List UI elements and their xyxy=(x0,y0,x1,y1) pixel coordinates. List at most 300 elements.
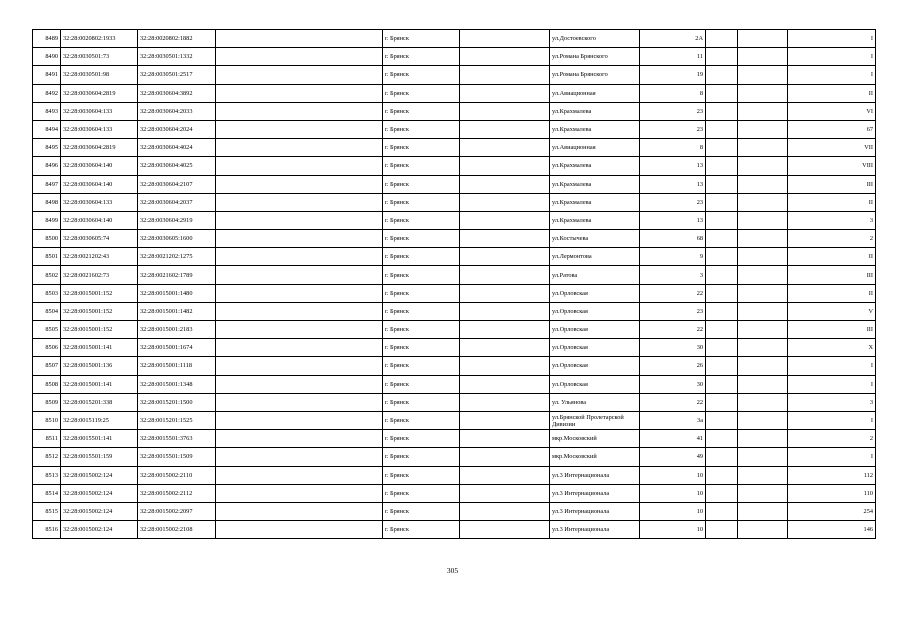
cell-street: ул.Романа Брянского xyxy=(550,48,640,66)
cell-row-number: 8515 xyxy=(33,502,61,520)
cell-row-number: 8499 xyxy=(33,211,61,229)
cell-object-cadastral-number: 32:28:0030604:2024 xyxy=(138,120,216,138)
cell-street: ул.Романа Брянского xyxy=(550,66,640,84)
cell-empty xyxy=(706,302,738,320)
cell-row-number: 8507 xyxy=(33,357,61,375)
cell-premises: 146 xyxy=(788,521,876,539)
cell-row-number: 8494 xyxy=(33,120,61,138)
cell-city: г. Брянск xyxy=(383,466,460,484)
cell-empty xyxy=(216,430,383,448)
cell-city: г. Брянск xyxy=(383,30,460,48)
cell-parcel-cadastral-number: 32:28:0015119:25 xyxy=(61,411,138,429)
cell-house: 8 xyxy=(640,139,706,157)
cell-house: 68 xyxy=(640,230,706,248)
cell-parcel-cadastral-number: 32:28:0021602:73 xyxy=(61,266,138,284)
cell-street: ул.Лермонтова xyxy=(550,248,640,266)
cell-house: 23 xyxy=(640,120,706,138)
cell-empty xyxy=(216,157,383,175)
cell-empty xyxy=(738,284,788,302)
cell-parcel-cadastral-number: 32:28:0030604:140 xyxy=(61,211,138,229)
cell-city: г. Брянск xyxy=(383,211,460,229)
cell-premises: VIII xyxy=(788,157,876,175)
table-row xyxy=(33,48,876,66)
cell-house: 3а xyxy=(640,411,706,429)
cell-street: ул.3 Интернационала xyxy=(550,466,640,484)
cell-premises: 112 xyxy=(788,466,876,484)
cell-object-cadastral-number: 32:28:0015001:1482 xyxy=(138,302,216,320)
cell-empty xyxy=(216,484,383,502)
cell-street: мкр.Московский xyxy=(550,448,640,466)
page-number: 305 xyxy=(446,566,459,575)
cell-house: 13 xyxy=(640,175,706,193)
cell-empty xyxy=(738,230,788,248)
cell-street: ул.Орловская xyxy=(550,357,640,375)
cell-street: мкр.Московский xyxy=(550,430,640,448)
cell-premises: I xyxy=(788,448,876,466)
cell-empty xyxy=(738,120,788,138)
cell-row-number: 8503 xyxy=(33,284,61,302)
cell-house: 23 xyxy=(640,193,706,211)
cell-house: 19 xyxy=(640,66,706,84)
table-row xyxy=(33,102,876,120)
cell-house: 30 xyxy=(640,339,706,357)
cell-row-number: 8493 xyxy=(33,102,61,120)
cell-empty xyxy=(738,430,788,448)
cell-parcel-cadastral-number: 32:28:0015002:124 xyxy=(61,484,138,502)
cell-empty xyxy=(216,102,383,120)
cell-city: г. Брянск xyxy=(383,484,460,502)
cell-street: ул.Орловская xyxy=(550,284,640,302)
table-row xyxy=(33,248,876,266)
cell-empty xyxy=(460,502,550,520)
cell-empty xyxy=(460,393,550,411)
cell-city: г. Брянск xyxy=(383,102,460,120)
cell-parcel-cadastral-number: 32:28:0030501:73 xyxy=(61,48,138,66)
cell-parcel-cadastral-number: 32:28:0015001:141 xyxy=(61,339,138,357)
table-row xyxy=(33,120,876,138)
table-row xyxy=(33,502,876,520)
cell-city: г. Брянск xyxy=(383,339,460,357)
cell-row-number: 8497 xyxy=(33,175,61,193)
cell-empty xyxy=(216,302,383,320)
table-row xyxy=(33,339,876,357)
cell-parcel-cadastral-number: 32:28:0015002:124 xyxy=(61,521,138,539)
cell-empty xyxy=(216,248,383,266)
cell-empty xyxy=(706,84,738,102)
cell-empty xyxy=(460,248,550,266)
cell-row-number: 8505 xyxy=(33,321,61,339)
cell-street: ул.Крахмалева xyxy=(550,102,640,120)
cell-premises: 3 xyxy=(788,393,876,411)
cell-object-cadastral-number: 32:28:0015501:3763 xyxy=(138,430,216,448)
cell-city: г. Брянск xyxy=(383,357,460,375)
cell-empty xyxy=(706,430,738,448)
cell-city: г. Брянск xyxy=(383,284,460,302)
cell-empty xyxy=(738,321,788,339)
cell-premises: I xyxy=(788,411,876,429)
cell-street: ул. Ульянова xyxy=(550,393,640,411)
cell-object-cadastral-number: 32:28:0015001:1480 xyxy=(138,284,216,302)
table-row xyxy=(33,411,876,429)
cell-street: ул.Авиационная xyxy=(550,139,640,157)
cell-empty xyxy=(460,521,550,539)
cell-premises: I xyxy=(788,48,876,66)
cell-empty xyxy=(706,48,738,66)
cell-parcel-cadastral-number: 32:28:0015001:136 xyxy=(61,357,138,375)
cell-row-number: 8512 xyxy=(33,448,61,466)
cell-parcel-cadastral-number: 32:28:0015501:159 xyxy=(61,448,138,466)
table-row xyxy=(33,484,876,502)
cell-empty xyxy=(216,211,383,229)
cell-street: ул.Орловская xyxy=(550,375,640,393)
cell-empty xyxy=(460,375,550,393)
cell-empty xyxy=(460,339,550,357)
cell-empty xyxy=(706,266,738,284)
cell-empty xyxy=(460,102,550,120)
cell-row-number: 8509 xyxy=(33,393,61,411)
cell-premises: II xyxy=(788,84,876,102)
table-row xyxy=(33,84,876,102)
cell-parcel-cadastral-number: 32:28:0015002:124 xyxy=(61,502,138,520)
cell-empty xyxy=(738,502,788,520)
cell-premises: II xyxy=(788,284,876,302)
cell-object-cadastral-number: 32:28:0030604:2037 xyxy=(138,193,216,211)
cell-parcel-cadastral-number: 32:28:0015002:124 xyxy=(61,466,138,484)
cell-empty xyxy=(706,139,738,157)
cell-empty xyxy=(460,84,550,102)
cell-city: г. Брянск xyxy=(383,375,460,393)
cell-row-number: 8516 xyxy=(33,521,61,539)
cell-object-cadastral-number: 32:28:0015001:1118 xyxy=(138,357,216,375)
cell-house: 41 xyxy=(640,430,706,448)
cell-house: 10 xyxy=(640,484,706,502)
cell-parcel-cadastral-number: 32:28:0030604:140 xyxy=(61,157,138,175)
cell-empty xyxy=(216,66,383,84)
cell-empty xyxy=(706,66,738,84)
cell-object-cadastral-number: 32:28:0015001:1348 xyxy=(138,375,216,393)
cell-row-number: 8490 xyxy=(33,48,61,66)
cell-empty xyxy=(460,466,550,484)
cell-empty xyxy=(706,321,738,339)
cell-premises: 2 xyxy=(788,430,876,448)
cell-object-cadastral-number: 32:28:0021602:1789 xyxy=(138,266,216,284)
cell-house: 10 xyxy=(640,521,706,539)
cell-object-cadastral-number: 32:28:0015001:1674 xyxy=(138,339,216,357)
cell-empty xyxy=(738,521,788,539)
cell-empty xyxy=(216,375,383,393)
cell-premises: I xyxy=(788,357,876,375)
cell-object-cadastral-number: 32:28:0030604:2033 xyxy=(138,102,216,120)
cell-premises: VII xyxy=(788,139,876,157)
register-table xyxy=(32,29,876,539)
cell-street: ул.Крахмалева xyxy=(550,211,640,229)
cell-empty xyxy=(738,211,788,229)
cell-empty xyxy=(460,120,550,138)
cell-house: 23 xyxy=(640,302,706,320)
cell-empty xyxy=(216,139,383,157)
cell-house: 9 xyxy=(640,248,706,266)
cell-empty xyxy=(216,193,383,211)
cell-empty xyxy=(738,357,788,375)
cell-empty xyxy=(706,248,738,266)
cell-city: г. Брянск xyxy=(383,84,460,102)
cell-empty xyxy=(460,411,550,429)
cell-premises: V xyxy=(788,302,876,320)
cell-empty xyxy=(706,375,738,393)
cell-empty xyxy=(460,193,550,211)
cell-empty xyxy=(460,157,550,175)
cell-object-cadastral-number: 32:28:0015201:1500 xyxy=(138,393,216,411)
cell-row-number: 8491 xyxy=(33,66,61,84)
cell-city: г. Брянск xyxy=(383,48,460,66)
cell-row-number: 8498 xyxy=(33,193,61,211)
cell-empty xyxy=(706,284,738,302)
cell-premises: II xyxy=(788,248,876,266)
cell-street: ул.Брянской Пролетарской Дивизии xyxy=(550,411,640,429)
cell-city: г. Брянск xyxy=(383,193,460,211)
cell-city: г. Брянск xyxy=(383,521,460,539)
cell-premises: I xyxy=(788,30,876,48)
cell-empty xyxy=(216,466,383,484)
cell-city: г. Брянск xyxy=(383,175,460,193)
cell-parcel-cadastral-number: 32:28:0020802:1933 xyxy=(61,30,138,48)
cell-house: 22 xyxy=(640,321,706,339)
cell-premises: II xyxy=(788,193,876,211)
cell-object-cadastral-number: 32:28:0015002:2097 xyxy=(138,502,216,520)
cell-empty xyxy=(738,66,788,84)
cell-empty xyxy=(460,357,550,375)
cell-parcel-cadastral-number: 32:28:0015001:141 xyxy=(61,375,138,393)
table-row xyxy=(33,375,876,393)
cell-empty xyxy=(706,339,738,357)
cell-empty xyxy=(738,102,788,120)
cell-premises: III xyxy=(788,266,876,284)
cell-object-cadastral-number: 32:28:0015002:2108 xyxy=(138,521,216,539)
cell-object-cadastral-number: 32:28:0030501:1332 xyxy=(138,48,216,66)
cell-city: г. Брянск xyxy=(383,430,460,448)
cell-empty xyxy=(738,84,788,102)
cell-empty xyxy=(706,211,738,229)
cell-house: 3 xyxy=(640,266,706,284)
cell-street: ул.Ратова xyxy=(550,266,640,284)
cell-empty xyxy=(216,411,383,429)
cell-empty xyxy=(738,393,788,411)
cell-empty xyxy=(460,48,550,66)
cell-house: 2А xyxy=(640,30,706,48)
cell-street: ул.3 Интернационала xyxy=(550,502,640,520)
cell-empty xyxy=(216,266,383,284)
cell-row-number: 8504 xyxy=(33,302,61,320)
cell-empty xyxy=(738,30,788,48)
cell-row-number: 8511 xyxy=(33,430,61,448)
cell-empty xyxy=(738,175,788,193)
cell-empty xyxy=(738,157,788,175)
cell-object-cadastral-number: 32:28:0015002:2110 xyxy=(138,466,216,484)
cell-parcel-cadastral-number: 32:28:0030501:98 xyxy=(61,66,138,84)
cell-empty xyxy=(460,30,550,48)
cell-city: г. Брянск xyxy=(383,266,460,284)
cell-city: г. Брянск xyxy=(383,248,460,266)
cell-empty xyxy=(706,466,738,484)
table-row xyxy=(33,448,876,466)
cell-empty xyxy=(738,248,788,266)
cell-row-number: 8500 xyxy=(33,230,61,248)
cell-object-cadastral-number: 32:28:0030604:2919 xyxy=(138,211,216,229)
cell-street: ул.Достоевского xyxy=(550,30,640,48)
cell-premises: 3 xyxy=(788,211,876,229)
cell-empty xyxy=(706,411,738,429)
cell-empty xyxy=(706,102,738,120)
cell-street: ул.Орловская xyxy=(550,321,640,339)
cell-house: 8 xyxy=(640,84,706,102)
cell-row-number: 8502 xyxy=(33,266,61,284)
cell-empty xyxy=(460,284,550,302)
table-row xyxy=(33,139,876,157)
cell-empty xyxy=(460,175,550,193)
cell-empty xyxy=(216,284,383,302)
cell-empty xyxy=(460,266,550,284)
table-row xyxy=(33,321,876,339)
cell-empty xyxy=(706,175,738,193)
cell-empty xyxy=(706,230,738,248)
cell-empty xyxy=(460,139,550,157)
cell-empty xyxy=(738,266,788,284)
cell-empty xyxy=(738,375,788,393)
cell-empty xyxy=(738,484,788,502)
cell-object-cadastral-number: 32:28:0030604:3892 xyxy=(138,84,216,102)
cell-parcel-cadastral-number: 32:28:0015501:141 xyxy=(61,430,138,448)
cell-empty xyxy=(706,193,738,211)
cell-premises: 110 xyxy=(788,484,876,502)
cell-empty xyxy=(216,48,383,66)
cell-house: 23 xyxy=(640,102,706,120)
cell-object-cadastral-number: 32:28:0021202:1275 xyxy=(138,248,216,266)
cell-city: г. Брянск xyxy=(383,321,460,339)
cell-premises: III xyxy=(788,321,876,339)
cell-empty xyxy=(738,193,788,211)
cell-street: ул.Крахмалева xyxy=(550,120,640,138)
cell-house: 30 xyxy=(640,375,706,393)
cell-parcel-cadastral-number: 32:28:0030604:2819 xyxy=(61,139,138,157)
cell-parcel-cadastral-number: 32:28:0015001:152 xyxy=(61,321,138,339)
cell-premises: I xyxy=(788,66,876,84)
cell-empty xyxy=(706,521,738,539)
table-row xyxy=(33,430,876,448)
cell-parcel-cadastral-number: 32:28:0030604:133 xyxy=(61,193,138,211)
cell-empty xyxy=(460,321,550,339)
cell-city: г. Брянск xyxy=(383,393,460,411)
cell-object-cadastral-number: 32:28:0015001:2183 xyxy=(138,321,216,339)
cell-house: 49 xyxy=(640,448,706,466)
cell-house: 11 xyxy=(640,48,706,66)
cell-house: 10 xyxy=(640,466,706,484)
cell-parcel-cadastral-number: 32:28:0021202:43 xyxy=(61,248,138,266)
cell-street: ул.Орловская xyxy=(550,302,640,320)
cell-empty xyxy=(460,448,550,466)
cell-street: ул.3 Интернационала xyxy=(550,521,640,539)
cell-street: ул.Авиационная xyxy=(550,84,640,102)
cell-empty xyxy=(738,466,788,484)
cell-empty xyxy=(216,321,383,339)
cell-empty xyxy=(738,302,788,320)
cell-street: ул.Костычева xyxy=(550,230,640,248)
cell-parcel-cadastral-number: 32:28:0015001:152 xyxy=(61,284,138,302)
cell-row-number: 8501 xyxy=(33,248,61,266)
cell-row-number: 8496 xyxy=(33,157,61,175)
cell-row-number: 8492 xyxy=(33,84,61,102)
cell-empty xyxy=(706,448,738,466)
cell-city: г. Брянск xyxy=(383,157,460,175)
cell-city: г. Брянск xyxy=(383,302,460,320)
cell-street: ул.Орловская xyxy=(550,339,640,357)
cell-street: ул.Крахмалева xyxy=(550,193,640,211)
cell-object-cadastral-number: 32:28:0030604:2107 xyxy=(138,175,216,193)
cell-empty xyxy=(216,521,383,539)
cell-empty xyxy=(460,430,550,448)
cell-premises: 67 xyxy=(788,120,876,138)
cell-city: г. Брянск xyxy=(383,502,460,520)
cell-empty xyxy=(460,230,550,248)
table-row xyxy=(33,393,876,411)
cell-parcel-cadastral-number: 32:28:0030605:74 xyxy=(61,230,138,248)
cell-empty xyxy=(706,484,738,502)
cell-empty xyxy=(738,139,788,157)
cell-city: г. Брянск xyxy=(383,230,460,248)
cell-row-number: 8514 xyxy=(33,484,61,502)
cell-empty xyxy=(460,484,550,502)
cell-row-number: 8513 xyxy=(33,466,61,484)
cell-row-number: 8508 xyxy=(33,375,61,393)
cell-premises: 2 xyxy=(788,230,876,248)
cell-row-number: 8489 xyxy=(33,30,61,48)
cell-object-cadastral-number: 32:28:0015501:1509 xyxy=(138,448,216,466)
cell-parcel-cadastral-number: 32:28:0030604:133 xyxy=(61,120,138,138)
cell-row-number: 8495 xyxy=(33,139,61,157)
cell-empty xyxy=(216,120,383,138)
cell-house: 13 xyxy=(640,157,706,175)
cell-object-cadastral-number: 32:28:0015201:1525 xyxy=(138,411,216,429)
table-row xyxy=(33,266,876,284)
cell-city: г. Брянск xyxy=(383,448,460,466)
cell-street: ул.3 Интернационала xyxy=(550,484,640,502)
cell-house: 22 xyxy=(640,284,706,302)
cell-parcel-cadastral-number: 32:28:0015001:152 xyxy=(61,302,138,320)
cell-parcel-cadastral-number: 32:28:0030604:140 xyxy=(61,175,138,193)
cell-premises: III xyxy=(788,175,876,193)
cell-empty xyxy=(216,502,383,520)
cell-premises: VI xyxy=(788,102,876,120)
cell-premises: X xyxy=(788,339,876,357)
cell-parcel-cadastral-number: 32:28:0030604:2819 xyxy=(61,84,138,102)
cell-row-number: 8506 xyxy=(33,339,61,357)
cell-empty xyxy=(216,357,383,375)
cell-object-cadastral-number: 32:28:0020802:1882 xyxy=(138,30,216,48)
cell-object-cadastral-number: 32:28:0030604:4024 xyxy=(138,139,216,157)
cell-object-cadastral-number: 32:28:0030501:2517 xyxy=(138,66,216,84)
table-row xyxy=(33,230,876,248)
cell-premises: I xyxy=(788,375,876,393)
cell-empty xyxy=(738,448,788,466)
cell-premises: 254 xyxy=(788,502,876,520)
table-row xyxy=(33,175,876,193)
cell-empty xyxy=(216,30,383,48)
cell-empty xyxy=(216,230,383,248)
cell-house: 26 xyxy=(640,357,706,375)
cell-empty xyxy=(460,211,550,229)
cell-empty xyxy=(460,66,550,84)
cell-city: г. Брянск xyxy=(383,411,460,429)
cell-empty xyxy=(216,84,383,102)
